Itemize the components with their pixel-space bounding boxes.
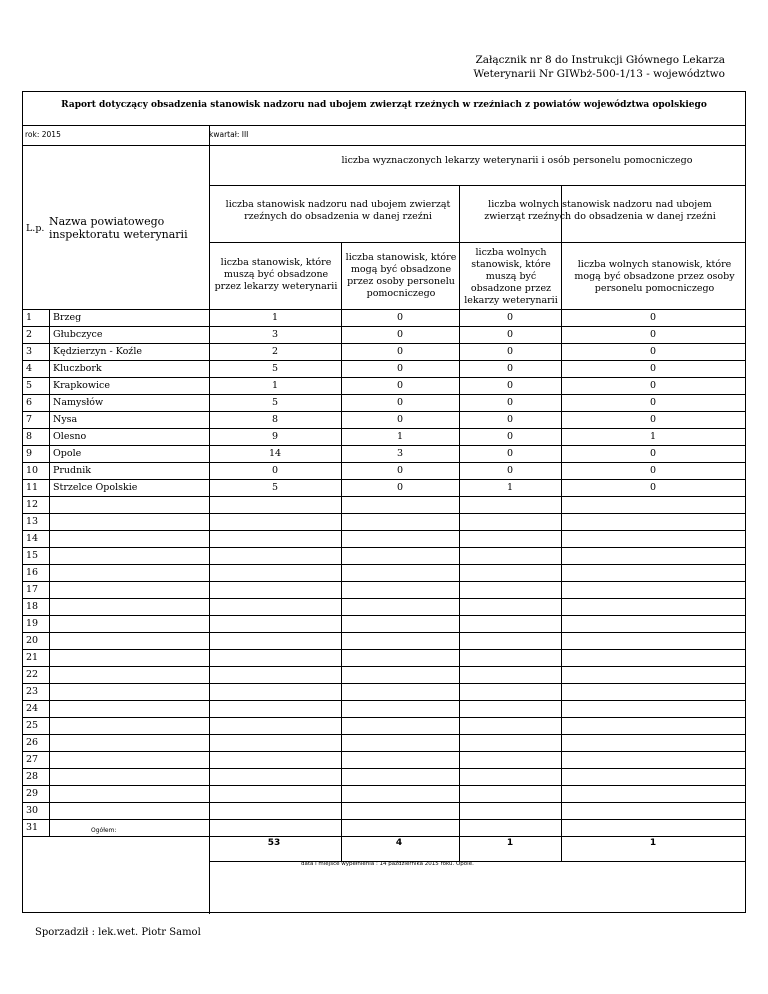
row-number: 8: [26, 431, 33, 442]
cell-col2: 0: [396, 312, 404, 323]
cell-col2: 1: [396, 431, 404, 442]
total-label: Ogółem:: [91, 827, 117, 834]
row-number: 7: [26, 414, 33, 425]
total-col4: 1: [649, 838, 657, 848]
lp-header: L.p.: [26, 223, 45, 234]
district-name: Głubczyce: [53, 329, 103, 340]
cell-col2: 3: [396, 448, 404, 459]
cell-col4: 0: [649, 346, 657, 357]
cell-col1: 5: [271, 397, 279, 408]
cell-col4: 0: [649, 380, 657, 391]
cell-col3: 0: [506, 329, 514, 340]
row-number: 18: [26, 601, 39, 612]
report-title: Raport dotyczący obsadzenia stanowisk nadzoru nad ubojem zwierząt rzeźnych w rzeźniach z powiatów województwa opolskiego: [61, 100, 707, 110]
cell-col4: 0: [649, 397, 657, 408]
row-number: 27: [26, 754, 39, 765]
row-number: 16: [26, 567, 39, 578]
cell-col3: 0: [506, 448, 514, 459]
row-number: 14: [26, 533, 39, 544]
col3-header: liczba wolnych stanowisk, które muszą być obsadzone przez lekarzy weterynarii: [464, 247, 558, 306]
cell-col3: 0: [506, 431, 514, 442]
row-number: 11: [26, 482, 39, 493]
row-number: 13: [26, 516, 39, 527]
district-name: Namysłów: [53, 397, 104, 408]
district-name: Brzeg: [53, 312, 82, 323]
attachment-line-2: Weterynarii Nr GIWbż-500-1/13 - województwo: [473, 68, 725, 80]
district-name: Strzelce Opolskie: [53, 482, 138, 493]
cell-col4: 0: [649, 312, 657, 323]
col1-header: liczba stanowisk, które muszą być obsadzone przez lekarzy weterynarii: [214, 257, 338, 292]
cell-col1: 1: [271, 312, 279, 323]
cell-col3: 1: [506, 482, 514, 493]
district-name: Kędzierzyn - Koźle: [53, 346, 142, 357]
cell-col4: 0: [649, 329, 657, 340]
cell-col3: 0: [506, 414, 514, 425]
quarter-label: kwartał: III: [209, 130, 249, 139]
cell-col1: 5: [271, 482, 279, 493]
row-number: 30: [26, 805, 39, 816]
name-header: Nazwa powiatowego inspektoratu weterynarii: [49, 215, 188, 241]
cell-col2: 0: [396, 380, 404, 391]
col4-header: liczba wolnych stanowisk, które mogą być obsadzone przez osoby personelu pomocniczego: [574, 259, 735, 294]
cell-col1: 14: [268, 448, 282, 459]
cell-col2: 0: [396, 329, 404, 340]
district-name: Kluczbork: [53, 363, 102, 374]
cell-col1: 1: [271, 380, 279, 391]
attachment-header: [473, 53, 725, 81]
cell-col1: 3: [271, 329, 279, 340]
cell-col1: 5: [271, 363, 279, 374]
subheader-positions: liczba stanowisk nadzoru nad ubojem zwierząt rzeźnych do obsadzenia w danej rzeźni: [225, 199, 451, 222]
cell-col2: 0: [396, 397, 404, 408]
row-number: 23: [26, 686, 39, 697]
cell-col2: 0: [396, 346, 404, 357]
cell-col4: 0: [649, 448, 657, 459]
district-name: Nysa: [53, 414, 78, 425]
cell-col3: 0: [506, 380, 514, 391]
total-col2: 4: [395, 838, 403, 848]
cell-col3: 0: [506, 363, 514, 374]
cell-col4: 0: [649, 363, 657, 374]
district-name: Krapkowice: [53, 380, 110, 391]
year-label: rok: 2015: [25, 130, 61, 139]
cell-col3: 0: [506, 312, 514, 323]
row-number: 3: [26, 346, 33, 357]
cell-col2: 0: [396, 482, 404, 493]
row-number: 5: [26, 380, 33, 391]
cell-col4: 1: [649, 431, 657, 442]
district-name: Opole: [53, 448, 82, 459]
cell-col3: 0: [506, 465, 514, 476]
row-number: 22: [26, 669, 39, 680]
district-name: Olesno: [53, 431, 87, 442]
row-number: 31: [26, 822, 39, 833]
cell-col4: 0: [649, 465, 657, 476]
row-number: 21: [26, 652, 39, 663]
date-place: data i miejsce wypełnienia : 14 października 2015 roku. Opole.: [301, 861, 474, 867]
total-col3: 1: [506, 838, 514, 848]
row-number: 25: [26, 720, 39, 731]
cell-col1: 9: [271, 431, 279, 442]
cell-col1: 2: [271, 346, 279, 357]
cell-col2: 0: [396, 363, 404, 374]
row-number: 20: [26, 635, 39, 646]
cell-col4: 0: [649, 414, 657, 425]
district-name: Prudnik: [53, 465, 92, 476]
report-table: [22, 91, 746, 913]
col2-header: liczba stanowisk, które mogą być obsadzone przez osoby personelu pomocniczego: [345, 252, 457, 299]
row-number: 17: [26, 584, 39, 595]
attachment-line-1: Załącznik nr 8 do Instrukcji Głównego Lekarza: [475, 54, 725, 66]
prepared-by: Sporzadził : lek.wet. Piotr Samol: [35, 927, 201, 938]
row-number: 9: [26, 448, 33, 459]
row-number: 26: [26, 737, 39, 748]
row-number: 29: [26, 788, 39, 799]
row-number: 1: [26, 312, 33, 323]
cell-col1: 8: [271, 414, 279, 425]
cell-col1: 0: [271, 465, 279, 476]
row-number: 12: [26, 499, 39, 510]
row-number: 2: [26, 329, 33, 340]
cell-col3: 0: [506, 397, 514, 408]
cell-col2: 0: [396, 465, 404, 476]
row-number: 24: [26, 703, 39, 714]
cell-col2: 0: [396, 414, 404, 425]
row-number: 10: [26, 465, 39, 476]
total-col1: 53: [267, 838, 281, 848]
cell-col3: 0: [506, 346, 514, 357]
row-number: 28: [26, 771, 39, 782]
row-number: 15: [26, 550, 39, 561]
group-header: liczba wyznaczonych lekarzy weterynarii i osób personelu pomocniczego: [341, 155, 693, 166]
row-number: 6: [26, 397, 33, 408]
cell-col4: 0: [649, 482, 657, 493]
subheader-vacant: liczba wolnych stanowisk nadzoru nad ubojem zwierząt rzeźnych do obsadzenia w danej rzeźni: [484, 199, 716, 222]
row-number: 19: [26, 618, 39, 629]
row-number: 4: [26, 363, 33, 374]
